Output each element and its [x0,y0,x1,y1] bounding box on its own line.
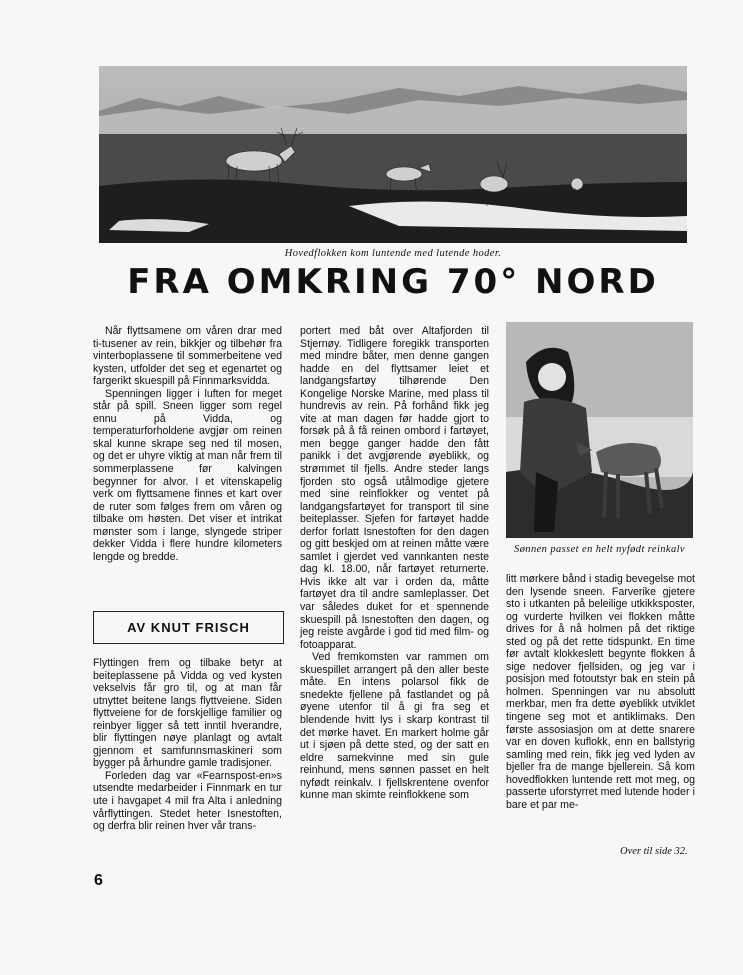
continued-note: Over til side 32. [620,846,688,857]
paragraph: Flyttingen frem og tilbake betyr at beiteplassene på Vidda og ved kysten vekselvis får gro til, og at man får utnyttet beitene langs flyttveiene. Siden flyttveiene for de forskjellige familier og reinbyer ligger så tett inntil hverandre, blir flyttingen nøye planlagt og avtalt gjennom et samfunnsmaskineri som bygger på århundre gamle tradisjoner. [93,657,282,770]
paragraph: litt mørkere bånd i stadig bevegelse mot den lysende sneen. Farverike gjetere sto i utkanten på beleilige utkikksposter, og vurderte hvilken vei flokken måtte drives for å nå holmen på det riktige sted og på det rette tidspunkt. En time før avtalt klokkeslett begynte flokken å sige nedover fjellsiden, og jeg var i posisjon med fotoutstyr bak en stein på holmen. Spenningen var nu absolutt merkbar, men fra dette øyeblikk utviklet tingene seg mot et antiklimaks. Den første assosiasjon om at dette snarere var en doven kuflokk, enn en ballstyrig samling med rein, fikk jeg ved lyden av bjeller fra de mange bjellerein. Så kom hovedflokken luntende rett mot meg, og passerte uforstyrret med lutende hoder i bare et par me- [506,573,695,811]
column-1-top [93,325,282,563]
paragraph: Ved fremkomsten var rammen om skuespillet arrangert på den aller beste måte. En intens polarsol fikk de snedekte fjellene på fastlandet og på øyene utenfor til å gi fra seg et blendende hvitt lys i skarp kontrast til det mørke havet. En markert holme går ut i sjøen på dette sted, og der satt en eldre samekvinne med sin gule reinhund, mens sønnen passet en helt nyfødt reinkalv. I fjellskrentene ovenfor kunne man skimte reinflokkene som [300,651,489,802]
byline: AV KNUT FRISCH [93,611,284,644]
column-2 [300,325,489,802]
boy-with-reindeer-calf-photo [506,322,693,538]
side-photo-caption: Sønnen passet en helt nyfødt reinkalv [514,544,685,555]
top-photo-caption: Hovedflokken kom luntende med lutende hoder. [284,248,502,259]
column-1-bottom [93,657,282,833]
paragraph: Spenningen ligger i luften for meget står på spill. Sneen ligger som regel ennu på Vidda, og temperaturforholdene avgjør om reinen skal kunne skrape seg ned til mosen, og det er uhyre viktig at man når frem til sommerplassene før kalvingen begynner for alvor. I et vitenskapelig verk om flyttsamene finnes et kart over de ruter som følges frem om våren og tilbake om høsten. Det viser et intrikat mønster som i lange, slyngede striper dekker Vidda i flere hundre kilometers lengde og bredde. [93,387,282,563]
paragraph: portert med båt over Altafjorden til Stjernøy. Tidligere foregikk transporten med mindre båter, men denne gangen hadde en del flyttsamer leiet et landgangsfartøy tilhørende Den Kongelige Norske Marine, med plass til hundrevis av rein. På forhånd fikk jeg vite at man dagen før hadde gjort to forsøk på å få reinen ombord i fartøyet, men begge ganger hadde den fått panikk i det avgjørende øyeblikk, og strømmet til fjells. Andre steder langs fjorden sto også utålmodige gjetere med sine reinflokker og ventet på landgangsfartøyet for transport til sine beiteplasser. Sjefen for fartøyet hadde derfor forlatt Isnestoften for den dagen og gitt beskjed om at reinen måtte være samlet i gjerdet ved vannkanten neste dag kl. 18.00, når fartøyet returnerte. Hvis ikke alt var i orden da, måtte fartøyet dra til andre samleplasser. Det var således duket for et spennende skuespill på Isnestoften den dagen, og jeg reiste avgårde i god tid med film- og fotoapparat. [300,325,489,651]
headline: FRA OMKRING 70° NORD [127,262,659,302]
paragraph: Forleden dag var «Fearnspost-en»s utsendte medarbeider i Finnmark en tur ute i havgapet 4 mil fra Alta i anledning vårflyttingen. Stedet heter Isnestoften, og derfra blir reinen hver vår trans- [93,769,282,833]
page-number: 6 [94,872,103,889]
column-3 [506,573,695,811]
paragraph: Når flyttsamene om våren drar med ti-tusener av rein, bikkjer og tilbehør fra vinterboplassene til sommerbeitene ved kysten, utfolder det seg et egenartet og fargerikt skuespill på Finnmarksvidda. [93,325,282,388]
reindeer-herd-photo [99,66,687,243]
